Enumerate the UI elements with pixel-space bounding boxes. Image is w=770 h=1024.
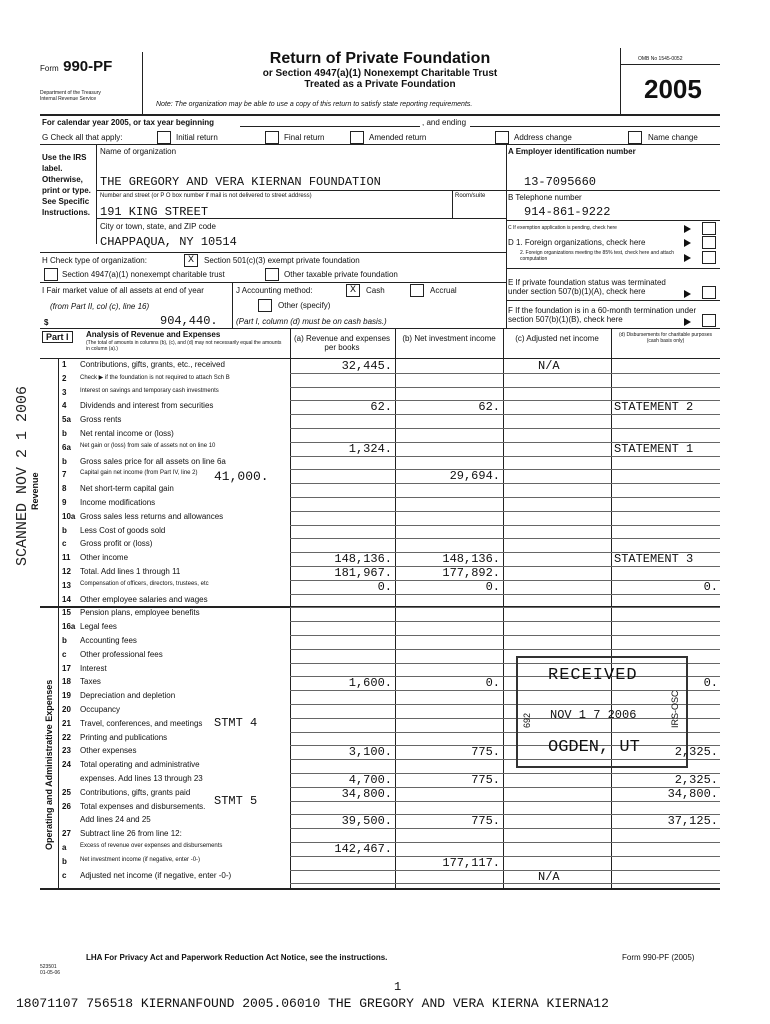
org-name-label: Name of organization	[100, 147, 177, 156]
h-4947-checkbox[interactable]	[44, 268, 58, 281]
form-number-text: 990-PF	[63, 58, 113, 75]
part1-label: Part I	[42, 331, 73, 343]
dept-line: Department of the Treasury	[40, 90, 101, 96]
h-label: H Check type of organization:	[42, 256, 147, 265]
part1-note: (The total of amounts in columns (b), (c), and (d) may not necessarily equal the amounts in column (a).)	[86, 340, 282, 352]
row-label: Excess of revenue over expenses and disbursements	[80, 843, 223, 849]
row-number: 19	[62, 691, 71, 701]
lha-note: LHA For Privacy Act and Paperwork Reduction Act Notice, see the instructions.	[86, 953, 388, 962]
row-rule	[290, 594, 720, 595]
h-501c3-label: Section 501(c)(3) exempt private foundation	[204, 256, 360, 265]
accrual-checkbox[interactable]	[410, 284, 424, 297]
stamp-received: RECEIVED	[548, 666, 638, 685]
accrual-label: Accrual	[430, 286, 457, 295]
cell-col-a: 34,800.	[341, 786, 392, 801]
row-number: 1	[62, 360, 67, 369]
cell-col-c: N/A	[538, 869, 560, 884]
cell-col-a: 32,445.	[341, 359, 392, 373]
other-method-checkbox[interactable]	[258, 299, 272, 312]
row-number: b	[62, 429, 67, 438]
footer-form: Form 990-PF (2005)	[622, 953, 695, 962]
bottom-line: 18071107 756518 KIERNANFOUND 2005.06010 THE GREGORY AND VERA KIERNA KIERNA12	[16, 996, 609, 1011]
omb-number: OMB No 1545-0052	[638, 56, 683, 62]
row-number: 17	[62, 663, 71, 673]
row-number: 15	[62, 608, 71, 618]
row-number: b	[62, 856, 67, 866]
f-label: F If the foundation is in a 60-month termination under section 507(b)(1)(B), check here	[508, 306, 697, 324]
row-number: 7	[62, 470, 67, 480]
cell-col-b: 775.	[471, 814, 500, 829]
row-label: Adjusted net income (if negative, enter -0-)	[80, 870, 232, 880]
cell-col-d: 37,125.	[667, 814, 718, 829]
row-rule	[290, 870, 720, 871]
cell-col-a: 142,467.	[334, 842, 392, 856]
row-label: Pension plans, employee benefits	[80, 608, 200, 618]
row-label: Legal fees	[80, 622, 117, 632]
row-number: 23	[62, 746, 71, 756]
row-number: 10a	[62, 511, 76, 521]
initial-return-label: Initial return	[176, 133, 218, 142]
row-number: b	[62, 525, 67, 535]
row-label: Net investment income (if negative, enter -0-)	[80, 856, 201, 863]
row-number: 18	[62, 677, 71, 687]
stamp-left-code: 692	[522, 712, 532, 728]
row-rule	[290, 497, 720, 498]
scanned-stamp: SCANNED NOV 2 1 2006	[14, 385, 31, 566]
row-label: Net rental income or (loss)	[80, 429, 174, 438]
row-rule	[290, 525, 720, 526]
arrow-icon	[684, 318, 691, 326]
row-label: Interest	[80, 663, 107, 673]
cell-col-b: 62.	[478, 400, 500, 415]
ending-label: , and ending	[422, 118, 467, 127]
stmt5-label: STMT 5	[214, 794, 258, 808]
row-label: Gross rents	[80, 415, 122, 425]
h-501c3-checkbox[interactable]: X	[184, 254, 198, 267]
row-number: c	[62, 649, 67, 659]
ein-value: 13-7095660	[524, 175, 597, 189]
cell-col-d: STATEMENT 3	[614, 552, 694, 567]
row-rule	[290, 511, 720, 512]
cell-col-c: N/A	[538, 359, 560, 373]
row-number: 25	[62, 787, 71, 797]
row-label: Less Cost of goods sold	[80, 525, 166, 535]
row-number: 8	[62, 484, 67, 494]
room-label: Room/suite	[455, 193, 486, 199]
cell-col-d: STATEMENT 1	[614, 441, 694, 456]
row-rule	[290, 883, 720, 884]
row-label: Check ▶ if the foundation is not required to attach Sch B	[80, 374, 230, 381]
row-label: Compensation of officers, directors, trustees, etc	[80, 580, 209, 587]
j-label: J Accounting method:	[236, 286, 313, 295]
row-number: c	[62, 870, 67, 880]
row-label: Subtract line 26 from line 12:	[80, 829, 182, 839]
row-label: Total operating and administrative	[80, 760, 200, 770]
row-number: 20	[62, 705, 71, 714]
cell-col-b: 775.	[471, 773, 500, 787]
d2-label: 2. Foreign organizations meeting the 85% test, check here and attach computation	[520, 250, 674, 262]
address-change-checkbox[interactable]	[495, 131, 509, 144]
cell-col-a: 4,700.	[348, 773, 392, 787]
d1-label: D 1. Foreign organizations, check here	[508, 238, 646, 247]
row-label: Occupancy	[80, 705, 121, 714]
row-number: 6a	[62, 442, 71, 452]
arrow-icon	[684, 290, 691, 298]
row-number: c	[62, 539, 67, 549]
row-label: Total expenses and disbursements.	[80, 801, 206, 811]
row-label: Contributions, gifts, grants paid	[80, 787, 191, 797]
other-method-label: Other (specify)	[278, 301, 331, 310]
e-label: E If private foundation status was terminated under section 507(b)(1)(A), check here	[508, 278, 666, 296]
city-state-zip: CHAPPAQUA, NY 10514	[100, 235, 237, 249]
ein-label: A Employer identification number	[508, 147, 636, 156]
i-label: I Fair market value of all assets at end of year	[42, 286, 204, 295]
row-label: Taxes	[80, 677, 101, 687]
street-address: 191 KING STREET	[100, 205, 209, 219]
arrow-icon	[684, 254, 691, 262]
d2-checkbox[interactable]	[702, 251, 716, 264]
row-number: 22	[62, 732, 71, 742]
stamp-date: NOV 1 7 2006	[550, 708, 637, 722]
row-rule	[290, 635, 720, 636]
stamp-right-code: IRS-OSC	[670, 690, 680, 728]
use-irs-label: Use the IRS label. Otherwise, print or type. See Specific Instructions.	[42, 153, 91, 217]
cell-col-d: 0.	[703, 579, 718, 594]
amended-return-checkbox[interactable]	[350, 131, 364, 144]
part1-title: Analysis of Revenue and Expenses	[86, 330, 221, 339]
address-change-label: Address change	[514, 133, 572, 142]
row-number: 27	[62, 829, 71, 839]
row-rule	[290, 621, 720, 622]
i-prefix: $	[44, 318, 49, 327]
row-label: Other income	[80, 553, 129, 563]
row-label: Depreciation and depletion	[80, 691, 176, 701]
name-change-checkbox[interactable]	[628, 131, 642, 144]
row-number: 21	[62, 718, 71, 728]
row-label: Add lines 24 and 25	[80, 815, 151, 825]
row-label: Income modifications	[80, 498, 156, 507]
h-other-checkbox[interactable]	[265, 268, 279, 281]
page-number: 1	[394, 980, 402, 994]
row-number: b	[62, 456, 67, 466]
row-rule	[290, 387, 720, 388]
expenses-side-label: Operating and Administrative Expenses	[44, 679, 54, 850]
row-number: 13	[62, 580, 71, 590]
cell-col-b: 0.	[485, 579, 500, 594]
row-label: Accounting fees	[80, 636, 137, 645]
phone-value: 914-861-9222	[524, 205, 611, 219]
row-label: Other expenses	[80, 746, 137, 756]
cell-col-a: 3,100.	[348, 745, 392, 760]
cell-col-b: 775.	[471, 745, 500, 760]
cell-col-a: 148,136.	[334, 552, 392, 567]
arrow-icon	[684, 239, 691, 247]
check-g-label: G Check all that apply:	[42, 133, 123, 142]
d1-checkbox[interactable]	[702, 236, 716, 249]
cell-col-d: 0.	[703, 676, 718, 691]
dept	[40, 90, 140, 102]
row-rule	[290, 538, 720, 539]
row-number: 16a	[62, 622, 76, 632]
revenue-side-label: Revenue	[30, 472, 40, 510]
arrow-icon	[684, 225, 691, 233]
fmv-value: 904,440.	[160, 314, 218, 328]
row-label: Gross sales less returns and allowances	[80, 511, 224, 521]
col-b-header: (b) Net investment income	[402, 334, 496, 343]
row-label: Contributions, gifts, grants, etc., received	[80, 360, 225, 369]
cell-col-b: 29,694.	[449, 469, 500, 484]
amended-return-label: Amended return	[369, 133, 427, 142]
tax-year: 2005	[644, 74, 702, 104]
org-name: THE GREGORY AND VERA KIERNAN FOUNDATION	[100, 175, 381, 189]
row-label: Printing and publications	[80, 732, 168, 742]
row-number: 5a	[62, 415, 71, 425]
cell-col-d: 2,325.	[674, 773, 718, 787]
row-label: Interest on savings and temporary cash investments	[80, 387, 219, 394]
cash-checkbox[interactable]: X	[346, 284, 360, 297]
stamp-place: OGDEN, UT	[548, 738, 640, 757]
row-number: 11	[62, 553, 71, 563]
i-sub: (from Part II, col (c), line 16)	[50, 302, 150, 311]
row-number: b	[62, 636, 67, 645]
row-label: Capital gain net income (from Part IV, line 2)	[80, 470, 198, 477]
cell-col-a: 0.	[377, 579, 392, 594]
row-label: Net gain or (loss) from sale of assets not on line 10	[80, 442, 216, 449]
row-rule	[290, 649, 720, 650]
col-d-header: (d) Disbursements for charitable purposes (cash basis only)	[618, 332, 713, 344]
row-label: Gross profit or (loss)	[80, 539, 153, 549]
row-label: Net short-term capital gain	[80, 484, 174, 494]
form-subtitle1: or Section 4947(a)(1) Nonexempt Charitable Trust	[262, 68, 498, 79]
cash-label: Cash	[366, 286, 385, 295]
col-c-header: (c) Adjusted net income	[515, 334, 599, 343]
form-title-block	[150, 50, 610, 90]
h-4947-label: Section 4947(a)(1) nonexempt charitable trust	[62, 270, 225, 279]
street-label: Number and street (or P O box number if mail is not delivered to street address)	[100, 193, 312, 199]
row-label: expenses. Add lines 13 through 23	[80, 774, 203, 783]
cell-col-b: 0.	[485, 676, 500, 691]
row-number: 9	[62, 498, 67, 507]
cell-col-b: 148,136.	[442, 552, 500, 567]
form-number	[40, 58, 112, 76]
row-rule	[290, 483, 720, 484]
row-number: 4	[62, 401, 67, 411]
h-other-label: Other taxable private foundation	[284, 270, 398, 279]
form-prefix: Form	[40, 64, 59, 73]
cell-col-d: 2,325.	[674, 745, 718, 760]
cell-col-b: 177,117.	[442, 855, 500, 870]
calendar-label: For calendar year 2005, or tax year beginning	[42, 118, 215, 127]
cell-col-a: 181,967.	[334, 566, 392, 580]
row-number: 3	[62, 387, 67, 397]
name-change-label: Name change	[648, 133, 698, 142]
stmt4-label: STMT 4	[214, 716, 258, 730]
row-label: Other employee salaries and wages	[80, 594, 208, 604]
e-checkbox[interactable]	[702, 286, 716, 299]
note: Note: The organization may be able to use a copy of this return to satisfy state reporting requirements.	[156, 101, 473, 108]
row-label: Dividends and interest from securities	[80, 401, 214, 411]
f-checkbox[interactable]	[702, 314, 716, 327]
row-label: Gross sales price for all assets on line 6a	[80, 456, 226, 466]
row-label: Other professional fees	[80, 649, 163, 659]
cell-col-a: 1,324.	[348, 441, 392, 456]
gross-sales-value: 41,000.	[214, 469, 269, 484]
row-label: Total. Add lines 1 through 11	[80, 567, 181, 576]
row-number: 24	[62, 760, 71, 770]
phone-label: B Telephone number	[508, 193, 582, 202]
j-note: (Part I, column (d) must be on cash basis.)	[236, 317, 387, 326]
row-rule	[290, 428, 720, 429]
form-subtitle2: Treated as a Private Foundation	[304, 79, 456, 90]
initial-return-checkbox[interactable]	[157, 131, 171, 144]
row-number: 14	[62, 594, 71, 604]
row-number: 12	[62, 567, 71, 576]
final-return-checkbox[interactable]	[265, 131, 279, 144]
row-rule	[290, 469, 720, 470]
c-checkbox[interactable]	[702, 222, 716, 235]
form-title: Return of Private Foundation	[269, 50, 491, 67]
c-label: C If exemption application is pending, check here	[508, 225, 617, 231]
cell-col-d: 34,800.	[667, 786, 718, 801]
row-label: Travel, conferences, and meetings	[80, 718, 203, 728]
city-label: City or town, state, and ZIP code	[100, 222, 216, 231]
row-number: 26	[62, 801, 71, 811]
final-return-label: Final return	[284, 133, 325, 142]
footer-code: 523501 01-05-06	[40, 964, 61, 976]
col-a-header: (a) Revenue and expenses per books	[293, 334, 391, 352]
row-rule	[290, 607, 720, 608]
row-number: a	[62, 843, 67, 852]
row-number: 2	[62, 373, 67, 383]
cell-col-b: 177,892.	[442, 566, 500, 580]
cell-col-a: 1,600.	[348, 676, 392, 691]
irs-line: Internal Revenue Service	[40, 96, 97, 102]
cell-col-a: 62.	[370, 400, 392, 415]
received-stamp	[516, 656, 688, 768]
cell-col-a: 39,500.	[341, 814, 392, 829]
cell-col-d: STATEMENT 2	[614, 400, 694, 415]
